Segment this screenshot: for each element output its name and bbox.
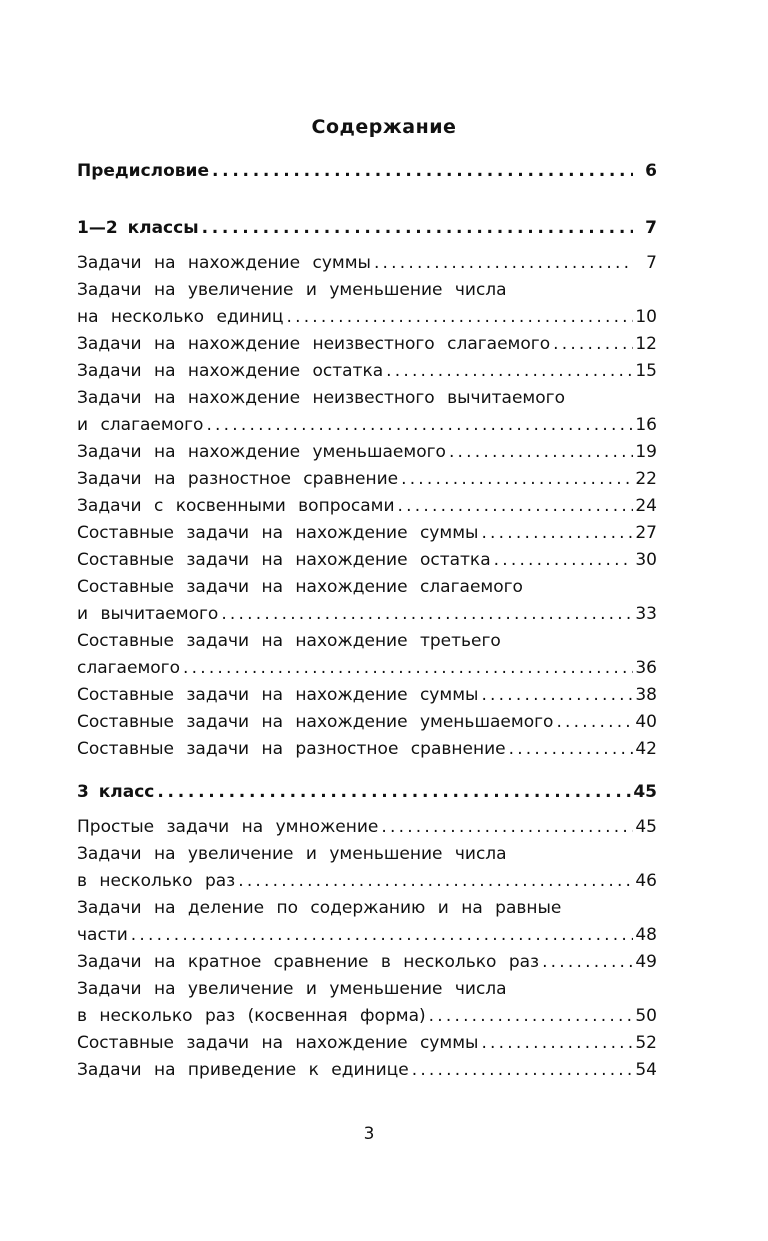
dot-leader [446, 439, 633, 466]
toc-entry-continuation [77, 601, 657, 628]
toc-entry-text: Задачи на увеличение и уменьшение числа [77, 280, 507, 300]
dot-leader [378, 814, 633, 841]
dot-leader [491, 547, 633, 574]
toc-entry-text: Задачи на нахождение неизвестного вычитаемого [77, 388, 565, 408]
toc-entry-text: Задачи с косвенными вопросами [77, 496, 395, 516]
toc-entry-text: 3 класс [77, 782, 155, 802]
toc-entry [77, 547, 657, 574]
dot-leader [478, 1030, 633, 1057]
toc-sections [77, 215, 657, 1084]
toc-entry [77, 385, 657, 412]
toc-entry-text: Задачи на нахождение суммы [77, 253, 371, 273]
dot-leader [506, 736, 633, 763]
toc-entry-page: 49 [635, 952, 657, 972]
toc-entry [77, 895, 657, 922]
dot-leader [203, 412, 633, 439]
table-of-contents [77, 158, 657, 1084]
dot-leader [426, 1003, 633, 1030]
toc-entry [77, 628, 657, 655]
toc-entry-page: 54 [635, 1060, 657, 1080]
toc-entry-page: 7 [646, 253, 657, 273]
toc-entry-text: Предисловие [77, 161, 209, 181]
toc-entry [77, 736, 657, 763]
toc-entry-text: и вычитаемого [77, 604, 219, 624]
toc-entry-text: Составные задачи на нахождение остатка [77, 550, 491, 570]
dot-leader [180, 655, 633, 682]
toc-entry-continuation [77, 655, 657, 682]
toc-entry-page: 6 [645, 161, 657, 181]
dot-leader [218, 601, 633, 628]
toc-entry-page: 7 [645, 218, 657, 238]
toc-entry-continuation [77, 1003, 657, 1030]
toc-entry-page: 15 [635, 361, 657, 381]
toc-entry-page: 38 [635, 685, 657, 705]
toc-entry-text: Простые задачи на умножение [77, 817, 379, 837]
toc-entry [77, 493, 657, 520]
toc-entry-text: Составные задачи на разностное сравнение [77, 739, 506, 759]
toc-entry-text: Задачи на разностное сравнение [77, 469, 399, 489]
dot-leader [398, 466, 633, 493]
toc-entry [77, 439, 657, 466]
toc-entry [77, 466, 657, 493]
toc-entry-text: Задачи на деление по содержанию и на равные [77, 898, 562, 918]
dot-leader [283, 304, 633, 331]
toc-entry-text: Задачи на нахождение неизвестного слагаемого [77, 334, 551, 354]
toc-entry [77, 976, 657, 1003]
toc-entry [77, 1030, 657, 1057]
dot-leader [235, 868, 633, 895]
toc-entry [77, 841, 657, 868]
toc-entry-page: 30 [635, 550, 657, 570]
toc-entry-continuation [77, 412, 657, 439]
page-number: 3 [363, 1124, 375, 1144]
toc-entry-text: Составные задачи на нахождение слагаемого [77, 577, 523, 597]
toc-entry [77, 574, 657, 601]
toc-entry-text: 1—2 классы [77, 218, 199, 238]
toc-section-heading [77, 779, 657, 806]
toc-entry [77, 814, 657, 841]
toc-entry-text: на несколько единиц [77, 307, 284, 327]
toc-entry-text: Составные задачи на нахождение третьего [77, 631, 501, 651]
toc-entry-page: 46 [635, 871, 657, 891]
toc-entry-page: 33 [635, 604, 657, 624]
dot-leader [209, 158, 633, 185]
toc-entry-page: 16 [635, 415, 657, 435]
dot-leader [550, 331, 633, 358]
toc-entry-text: Составные задачи на нахождение суммы [77, 1033, 479, 1053]
toc-entry [77, 331, 657, 358]
dot-leader [128, 922, 633, 949]
dot-leader [478, 682, 633, 709]
dot-leader [371, 250, 633, 277]
toc-entry-preface [77, 158, 657, 185]
toc-entry-page: 50 [635, 1006, 657, 1026]
toc-entry-page: 42 [635, 739, 657, 759]
toc-entry [77, 250, 657, 277]
dot-leader [383, 358, 633, 385]
toc-entry-page: 10 [635, 307, 657, 327]
toc-entry-continuation [77, 304, 657, 331]
toc-entry [77, 358, 657, 385]
toc-entry-continuation [77, 868, 657, 895]
toc-entry-text: в несколько раз [77, 871, 236, 891]
toc-entry-text: Задачи на приведение к единице [77, 1060, 409, 1080]
toc-entry-page: 40 [635, 712, 657, 732]
toc-entry-page: 45 [633, 782, 657, 802]
toc-entry-page: 52 [635, 1033, 657, 1053]
dot-leader [395, 493, 633, 520]
toc-entry-text: Составные задачи на нахождение уменьшаемого [77, 712, 554, 732]
toc-entry-text: Составные задачи на нахождение суммы [77, 523, 479, 543]
page-title: Содержание [311, 116, 457, 138]
toc-entry [77, 682, 657, 709]
toc-entry-page: 48 [635, 925, 657, 945]
toc-entry-page: 12 [635, 334, 657, 354]
dot-leader [199, 215, 633, 242]
dot-leader [539, 949, 633, 976]
toc-entry-page: 22 [635, 469, 657, 489]
toc-entry-text: Задачи на нахождение уменьшаемого [77, 442, 446, 462]
dot-leader [553, 709, 633, 736]
toc-entry-page: 24 [635, 496, 657, 516]
toc-entry-text: Задачи на кратное сравнение в несколько раз [77, 952, 540, 972]
toc-entry-text: слагаемого [77, 658, 180, 678]
toc-entry [77, 520, 657, 547]
toc-entry-text: Задачи на нахождение остатка [77, 361, 384, 381]
toc-section-heading [77, 215, 657, 242]
dot-leader [409, 1057, 633, 1084]
toc-entry-page: 19 [635, 442, 657, 462]
toc-entry-page: 36 [635, 658, 657, 678]
toc-entry [77, 277, 657, 304]
toc-entry-text: Составные задачи на нахождение суммы [77, 685, 479, 705]
toc-entry-text: Задачи на увеличение и уменьшение числа [77, 979, 507, 999]
dot-leader [154, 779, 631, 806]
toc-entry-text: в несколько раз (косвенная форма) [77, 1006, 426, 1026]
dot-leader [478, 520, 633, 547]
toc-entry-text: Задачи на увеличение и уменьшение числа [77, 844, 507, 864]
toc-entry [77, 1057, 657, 1084]
toc-entry-continuation [77, 922, 657, 949]
toc-entry [77, 949, 657, 976]
toc-entry-text: и слагаемого [77, 415, 204, 435]
toc-entry [77, 709, 657, 736]
toc-entry-text: части [77, 925, 128, 945]
toc-entry-page: 27 [635, 523, 657, 543]
toc-entry-page: 45 [635, 817, 657, 837]
